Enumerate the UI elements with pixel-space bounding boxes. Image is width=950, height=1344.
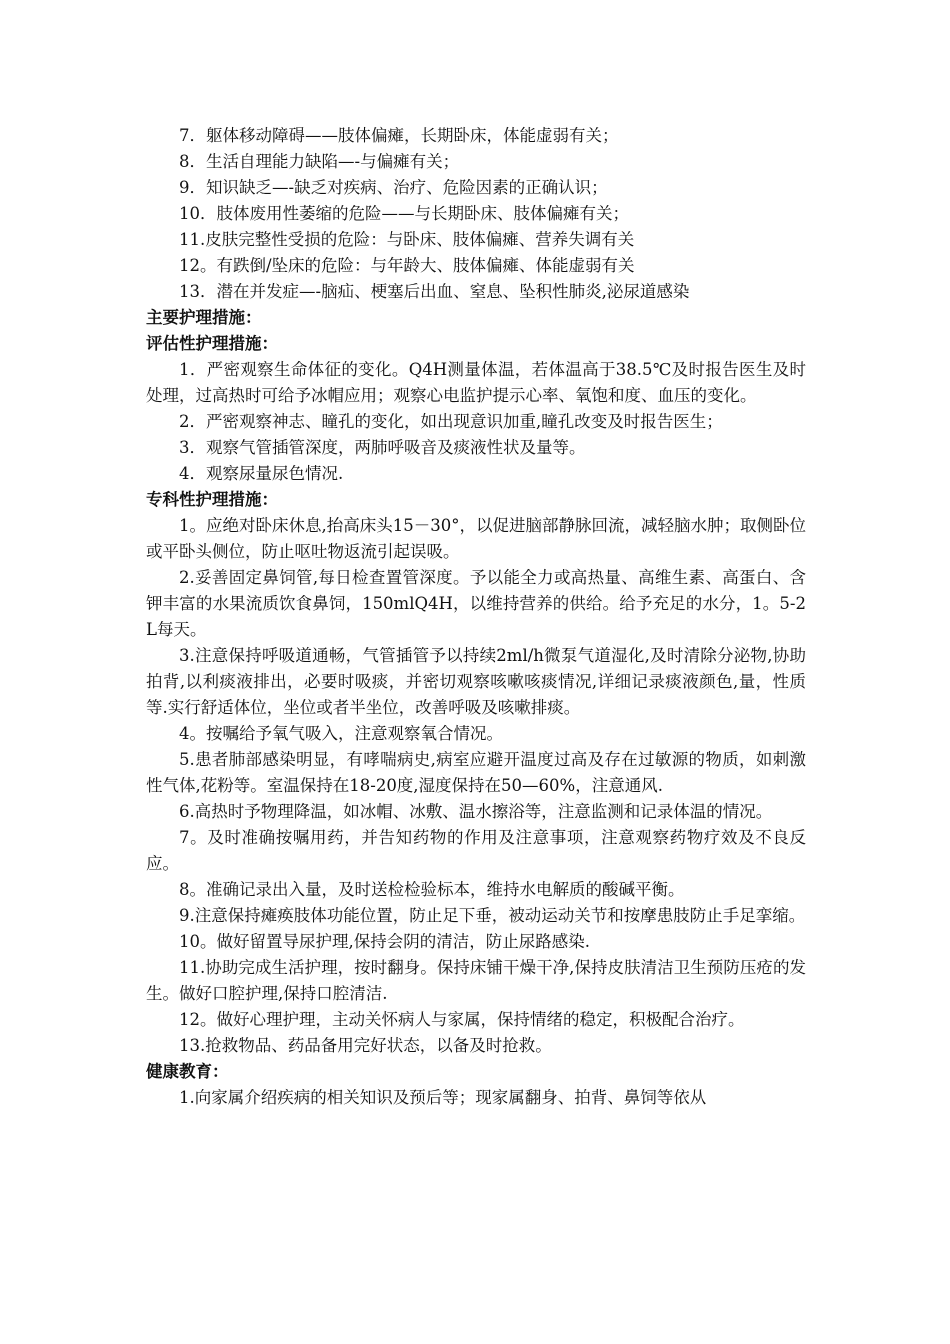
document-body (146, 123, 806, 1111)
heading-specialty-measures: 专科性护理措施： (146, 490, 278, 509)
diagnosis-9: 9．知识缺乏—-缺乏对疾病、治疗、危险因素的正确认识； (179, 178, 608, 197)
specialty-item-5: 5.患者肺部感染明显，有哮喘病史,病室应避开温度过高及存在过敏源的物质，如刺激性气体,花粉等。室温保持在18-20度,湿度保持在50—60%，注意通风. (146, 750, 806, 795)
specialty-item-10: 10。做好留置导尿护理,保持会阴的清洁，防止尿路感染. (179, 932, 590, 951)
heading-assessment-measures: 评估性护理措施： (146, 334, 278, 353)
specialty-item-8: 8。准确记录出入量，及时送检检验标本，维持水电解质的酸碱平衡。 (179, 880, 685, 899)
assessment-item-1: 1．严密观察生命体征的变化。Q4H测量体温，若体温高于38.5℃及时报告医生及时处理，过高热时可给予冰帽应用；观察心电监护提示心率、氧饱和度、血压的变化。 (146, 360, 806, 405)
diagnosis-11: 11.皮肤完整性受损的危险：与卧床、肢体偏瘫、营养失调有关 (179, 230, 635, 249)
heading-main-measures: 主要护理措施： (146, 308, 262, 327)
assessment-item-2: 2．严密观察神志、瞳孔的变化，如出现意识加重,瞳孔改变及时报告医生； (179, 412, 723, 431)
specialty-item-9: 9.注意保持瘫痪肢体功能位置，防止足下垂，被动运动关节和按摩患肢防止手足挛缩。 (179, 906, 806, 925)
specialty-item-6: 6.高热时予物理降温，如冰帽、冰敷、温水擦浴等，注意监测和记录体温的情况。 (179, 802, 773, 821)
education-item-1: 1.向家属介绍疾病的相关知识及预后等；现家属翻身、拍背、鼻饲等依从 (179, 1088, 707, 1107)
specialty-item-3: 3.注意保持呼吸道通畅，气管插管予以持续2ml/h微泵气道湿化,及时清除分泌物,协助拍背,以利痰液排出，必要时吸痰，并密切观察咳嗽咳痰情况,详细记录痰液颜色,量，性质等.实行舒适体位，坐位或者半坐位，改善呼吸及咳嗽排痰。 (146, 646, 806, 717)
specialty-item-12: 12。做好心理护理，主动关怀病人与家属，保持情绪的稳定，积极配合治疗。 (179, 1010, 745, 1029)
diagnosis-10: 10．肢体废用性萎缩的危险——与长期卧床、肢体偏瘫有关； (179, 204, 629, 223)
diagnosis-7: 7．躯体移动障碍——肢体偏瘫，长期卧床，体能虚弱有关； (179, 126, 619, 145)
specialty-item-1: 1。应绝对卧床休息,抬高床头15－30°，以促进脑部静脉回流，减轻脑水肿；取侧卧位或平卧头侧位，防止呕吐物返流引起误吸。 (146, 516, 806, 561)
specialty-item-11: 11.协助完成生活护理，按时翻身。保持床铺干燥干净,保持皮肤清洁卫生预防压疮的发生。做好口腔护理,保持口腔清洁. (146, 958, 806, 1003)
diagnosis-8: 8．生活自理能力缺陷—-与偏瘫有关； (179, 152, 460, 171)
specialty-item-13: 13.抢救物品、药品备用完好状态，以备及时抢救。 (179, 1036, 552, 1055)
assessment-item-4: 4．观察尿量尿色情况. (179, 464, 344, 483)
specialty-item-2: 2.妥善固定鼻饲管,每日检查置管深度。予以能全力或高热量、高维生素、高蛋白、含钾丰富的水果流质饮食鼻饲，150mlQ4H，以维持营养的供给。给予充足的水分，1。5-2L每天。 (146, 568, 806, 639)
diagnosis-12: 12。有跌倒/坠床的危险：与年龄大、肢体偏瘫、体能虚弱有关 (179, 256, 635, 275)
specialty-item-7: 7。及时准确按嘱用药，并告知药物的作用及注意事项，注意观察药物疗效及不良反应。 (146, 828, 806, 873)
specialty-item-4: 4。按嘱给予氧气吸入，注意观察氧合情况。 (179, 724, 503, 743)
heading-health-education: 健康教育： (146, 1062, 229, 1081)
assessment-item-3: 3．观察气管插管深度，两肺呼吸音及痰液性状及量等。 (179, 438, 586, 457)
diagnosis-13: 13．潜在并发症—-脑疝、梗塞后出血、窒息、坠积性肺炎,泌尿道感染 (179, 282, 690, 301)
